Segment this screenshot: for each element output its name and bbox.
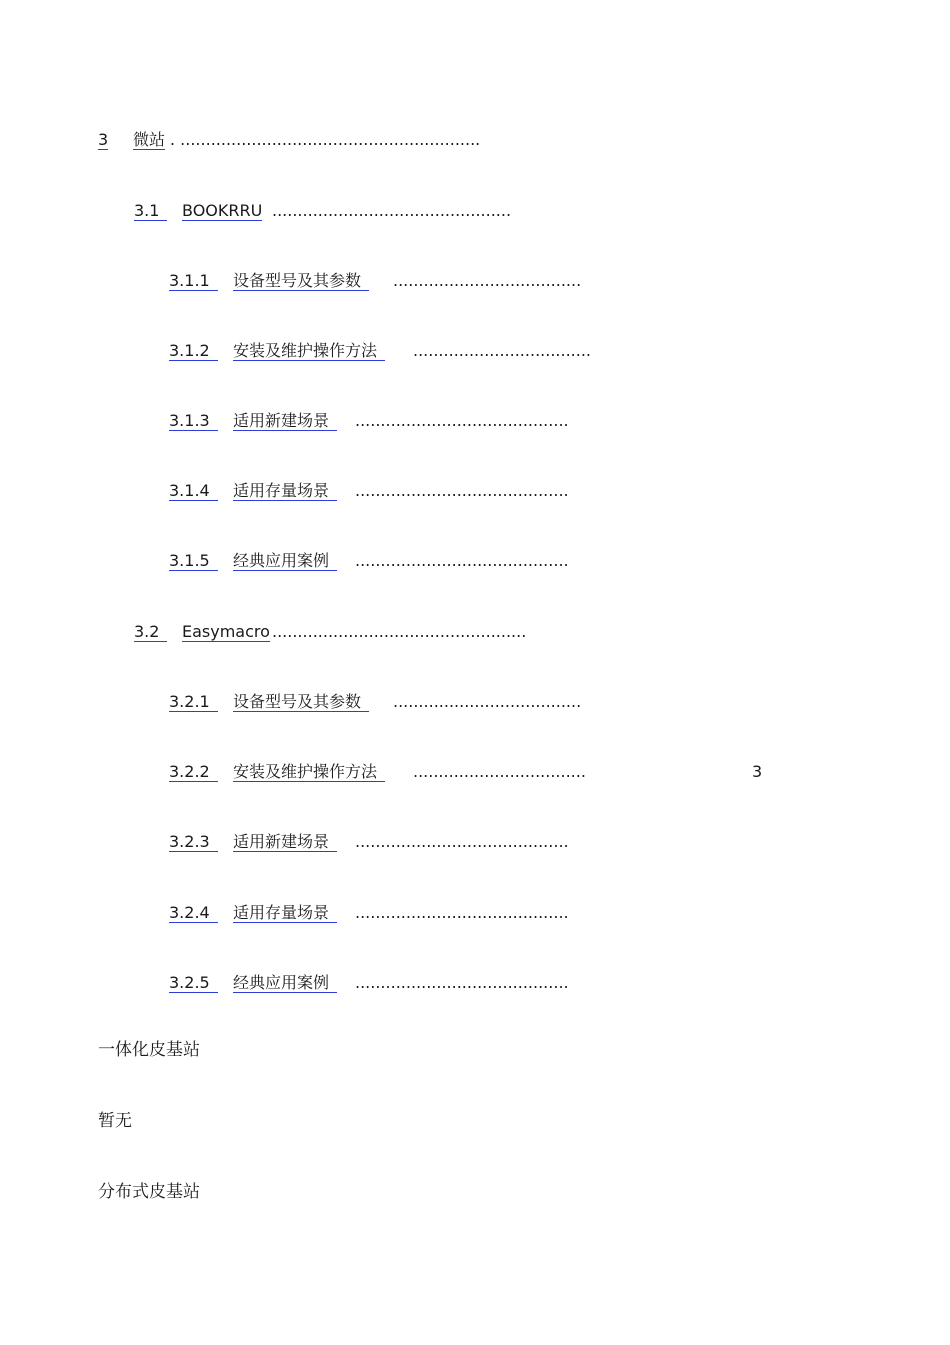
section-heading-distributed-picocell: 分布式皮基站 (98, 1182, 200, 1202)
toc-title[interactable]: 设备型号及其参数 (233, 269, 369, 293)
toc-title[interactable]: BOOKRRU (182, 201, 263, 220)
toc-entry-3[interactable] (98, 128, 518, 152)
toc-leader-dots: ..................................... (393, 271, 582, 290)
toc-page-number: 3 (752, 762, 763, 781)
toc-number[interactable]: 3.1.4 (169, 479, 218, 503)
toc-leader-dots: .................................................. (272, 622, 527, 641)
toc-leader-dots: .......................................... (355, 973, 569, 992)
toc-number[interactable]: 3.2.3 (169, 830, 218, 854)
toc-entry-3-2-5[interactable] (169, 971, 609, 995)
toc-title[interactable]: 适用新建场景 (233, 409, 337, 433)
toc-leader-dots: . ........................................................... (170, 130, 481, 149)
toc-entry-3-2-2[interactable] (169, 760, 789, 784)
toc-number[interactable]: 3.1 (134, 199, 167, 223)
toc-number[interactable]: 3.1.5 (169, 549, 218, 573)
toc-number[interactable]: 3.2.1 (169, 690, 218, 714)
toc-leader-dots: ............................................... (272, 201, 512, 220)
toc-number[interactable]: 3.2.5 (169, 971, 218, 995)
toc-title[interactable]: 安装及维护操作方法 (233, 760, 385, 784)
toc-title[interactable]: 经典应用案例 (233, 971, 337, 995)
paragraph-none-yet: 暂无 (98, 1111, 132, 1131)
toc-entry-3-1-3[interactable] (169, 409, 609, 433)
toc-title[interactable]: 安装及维护操作方法 (233, 339, 385, 363)
toc-title[interactable]: Easymacro (182, 622, 270, 641)
toc-number[interactable]: 3.2.4 (169, 901, 218, 925)
toc-title[interactable]: 微站 (133, 130, 166, 149)
toc-entry-3-2-1[interactable] (169, 690, 609, 714)
toc-leader-dots: ................................... (413, 341, 592, 360)
toc-entry-3-1-4[interactable] (169, 479, 609, 503)
toc-title[interactable]: 适用存量场景 (233, 479, 337, 503)
toc-entry-3-1[interactable] (134, 199, 554, 223)
toc-number[interactable]: 3.2 (134, 620, 167, 644)
toc-number[interactable]: 3.2.2 (169, 760, 218, 784)
toc-leader-dots: .......................................... (355, 832, 569, 851)
toc-leader-dots: .......................................... (355, 481, 569, 500)
toc-leader-dots: ..................................... (393, 692, 582, 711)
toc-number[interactable]: 3 (98, 130, 109, 149)
toc-entry-3-1-2[interactable] (169, 339, 609, 363)
toc-title[interactable]: 设备型号及其参数 (233, 690, 369, 714)
toc-number[interactable]: 3.1.2 (169, 339, 218, 363)
toc-entry-3-1-5[interactable] (169, 549, 609, 573)
toc-entry-3-2[interactable] (134, 620, 554, 644)
toc-entry-3-2-3[interactable] (169, 830, 609, 854)
section-heading-integrated-picocell: 一体化皮基站 (98, 1040, 200, 1060)
toc-number[interactable]: 3.1.3 (169, 409, 218, 433)
toc-entry-3-1-1[interactable] (169, 269, 609, 293)
toc-number[interactable]: 3.1.1 (169, 269, 218, 293)
toc-title[interactable]: 适用存量场景 (233, 901, 337, 925)
toc-title[interactable]: 经典应用案例 (233, 549, 337, 573)
toc-leader-dots: .................................. (413, 762, 586, 781)
toc-title[interactable]: 适用新建场景 (233, 830, 337, 854)
toc-leader-dots: .......................................... (355, 903, 569, 922)
toc-leader-dots: .......................................... (355, 411, 569, 430)
toc-entry-3-2-4[interactable] (169, 901, 609, 925)
toc-leader-dots: .......................................... (355, 551, 569, 570)
